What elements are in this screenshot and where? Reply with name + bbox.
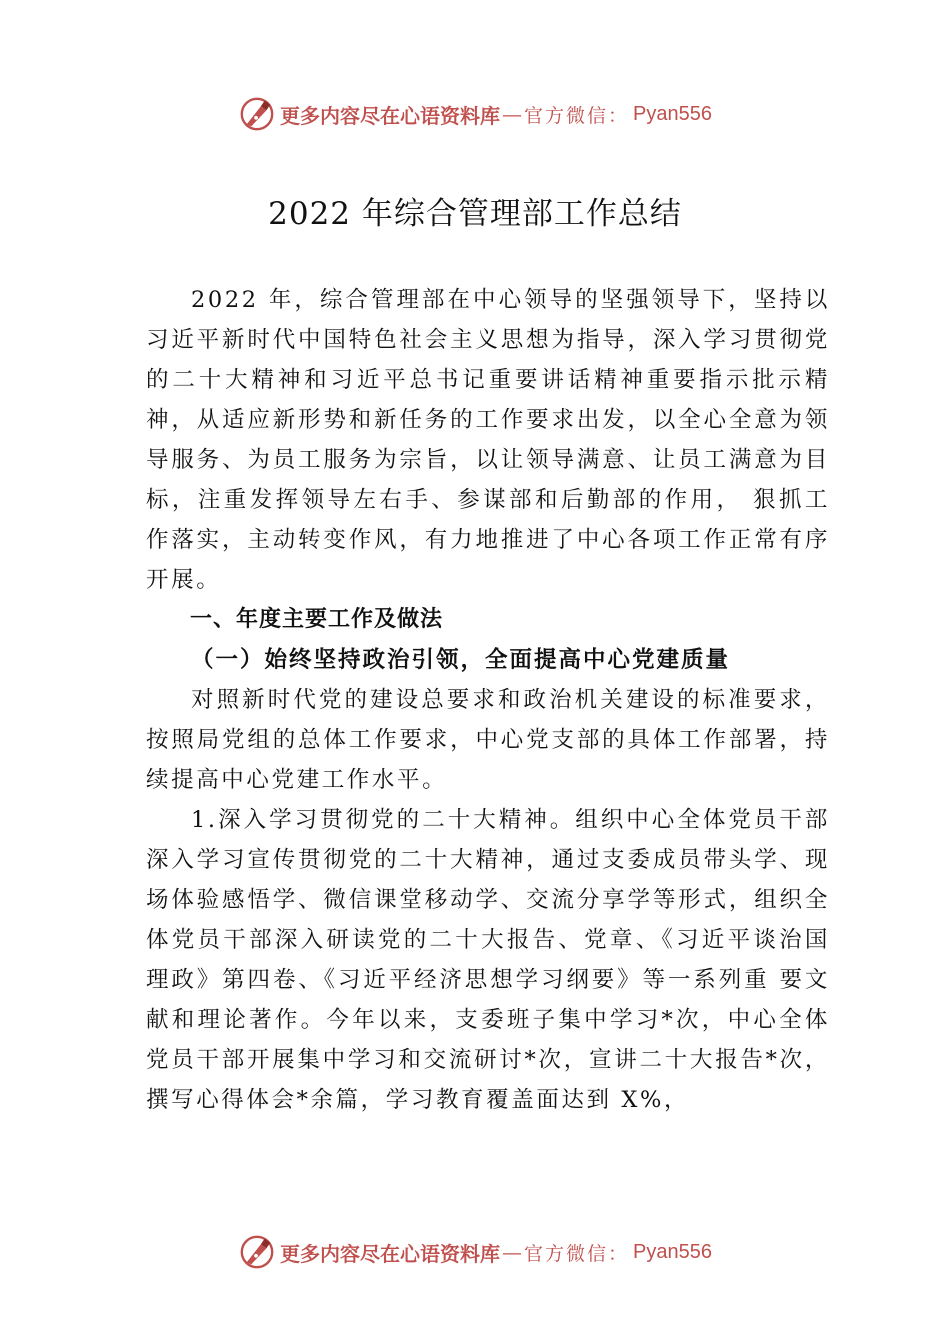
pen-nib-circle-icon bbox=[238, 95, 276, 133]
document-body bbox=[146, 280, 830, 1120]
subsection-heading: （一）始终坚持政治引领，全面提高中心党建质量 bbox=[191, 647, 731, 673]
banner-label: 官方微信： bbox=[524, 1242, 630, 1265]
header-banner bbox=[0, 94, 950, 134]
banner-wechat-id: Pyan556 bbox=[633, 1240, 712, 1263]
banner-wechat-id: Pyan556 bbox=[633, 102, 712, 125]
section-heading: 一、年度主要工作及做法 bbox=[190, 607, 444, 632]
banner-text: 更多内容尽在心语资料库 bbox=[280, 103, 500, 128]
banner-label: 官方微信： bbox=[524, 104, 630, 127]
subsection-paragraph: 对照新时代党的建设总要求和政治机关建设的标准要求，按照局党组的总体工作要求，中心党支部的具体工作部署，持续提高中心党建工作水平。 bbox=[146, 687, 830, 793]
banner-dash: — bbox=[502, 1240, 522, 1264]
intro-paragraph: 2022 年，综合管理部在中心领导的坚强领导下，坚持以习近平新时代中国特色社会主义思想为指导，深入学习贯彻党的二十大精神和习近平总书记重要讲话精神重要指示批示精神，从适应新形势和新任务的工作要求出发，以全心全意为领导服务、为员工服务为宗旨，以让领导满意、让员工满意为目标，注重发挥领导左右手、参谋部和后勤部的作用， 狠抓工作落实，主动转变作风，有力地推进了中心各项工作正常有序开展。 bbox=[146, 287, 830, 593]
footer-banner bbox=[0, 1232, 950, 1272]
banner-text: 更多内容尽在心语资料库 bbox=[280, 1241, 500, 1266]
item-paragraph: 1.深入学习贯彻党的二十大精神。组织中心全体党员干部深入学习宣传贯彻党的二十大精神，通过支委成员带头学、现场体验感悟学、微信课堂移动学、交流分享学等形式，组织全体党员干部深入研读党的二十大报告、党章、《习近平谈治国理政》第四卷、《习近平经济思想学习纲要》等一系列重 要文献和理论著作。今年以来，支委班子集中学习*次，中心全体党员干部开展集中学习和交流研讨*次，宣讲二十大报告*次，撰写心得体会*余篇，学习教育覆盖面达到 X%， bbox=[146, 807, 830, 1113]
document-title: 2022 年综合管理部工作总结 bbox=[268, 196, 682, 232]
pen-nib-circle-icon bbox=[238, 1233, 276, 1271]
banner-dash: — bbox=[502, 102, 522, 126]
